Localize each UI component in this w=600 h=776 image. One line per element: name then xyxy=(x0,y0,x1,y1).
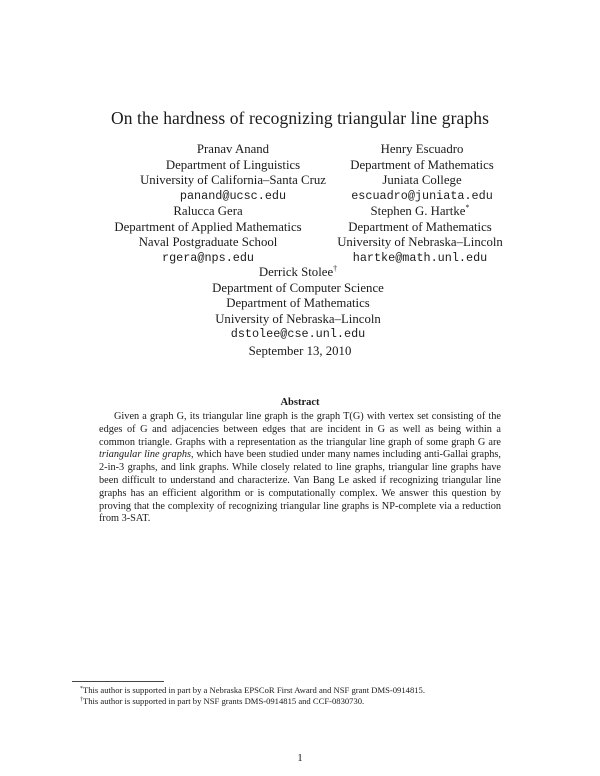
paper-date: September 13, 2010 xyxy=(248,344,352,358)
author-email: hartke@math.unl.edu xyxy=(352,250,488,265)
author-name: Pranav Anand xyxy=(196,142,270,156)
author-affiliation: University of Nebraska–Lincoln xyxy=(337,235,503,250)
footnote-text: This author is supported in part by NSF grants DMS-0914815 and CCF-0830730. xyxy=(83,695,365,706)
author-affiliation: Department of Applied Mathematics xyxy=(114,219,302,234)
author-block-gera xyxy=(98,204,318,266)
author-affiliation: Department of Mathematics xyxy=(348,219,492,234)
abstract-emphasis: triangular line graphs xyxy=(99,449,191,461)
author-name: Henry Escuadro xyxy=(380,142,464,156)
author-affiliation: Department of Computer Science xyxy=(212,280,384,295)
author-name: Ralucca Gera xyxy=(173,204,243,218)
author-name-line xyxy=(178,265,418,281)
author-name: Derrick Stolee xyxy=(258,265,334,279)
abstract-text-part-2: , which have been studied under many names including anti-Gallai graphs, 2-in-3 graphs, and link graphs. While closely related to line graphs, triangular line graphs have been difficult to understand and characterize. Van Bang Le asked if recognizing triangular line graphs has an efficient algorithm or is computationally complex. We answer this question by proving that the complexity of recognizing triangular line graphs is NP-complete via a reduction from 3-SAT. xyxy=(99,449,501,525)
abstract-heading: Abstract xyxy=(280,397,320,408)
author-block-stolee xyxy=(178,265,418,343)
author-name: Stephen G. Hartke xyxy=(370,204,466,218)
footnote-marker: † xyxy=(80,696,83,703)
author-email: rgera@nps.edu xyxy=(161,250,255,265)
footnote-marker: * xyxy=(80,686,83,692)
footnote xyxy=(80,685,540,696)
footnotes xyxy=(80,685,540,707)
author-affiliation: Department of Mathematics xyxy=(226,296,370,311)
author-affiliation: Department of Linguistics xyxy=(165,157,301,172)
footnote-marker: * xyxy=(465,203,470,212)
author-affiliation: University of Nebraska–Lincoln xyxy=(215,311,381,326)
author-email: dstolee@cse.unl.edu xyxy=(230,327,366,342)
author-name-line xyxy=(320,204,520,220)
paper-title: On the hardness of recognizing triangular line graphs xyxy=(110,108,490,128)
author-block-hartke xyxy=(320,204,520,266)
author-affiliation: Naval Postgraduate School xyxy=(138,235,278,250)
abstract-text-part-1: Given a graph G, its triangular line graph is the graph T(G) with vertex set consisting of the edges of G and adjacencies between edges that are incident in G as well as being within a common triangle. Graphs with a representation as the triangular line graph of some graph G are xyxy=(99,411,501,448)
footnote-divider xyxy=(72,681,164,682)
author-block-escuadro xyxy=(312,142,532,204)
author-affiliation: Department of Mathematics xyxy=(350,157,494,172)
author-affiliation: Juniata College xyxy=(382,173,462,188)
author-affiliation: University of California–Santa Cruz xyxy=(140,173,326,188)
abstract-body xyxy=(99,411,501,526)
footnote xyxy=(80,696,540,707)
footnote-marker: † xyxy=(333,264,338,273)
page-number: 1 xyxy=(297,752,303,764)
author-email: panand@ucsc.edu xyxy=(179,188,287,203)
author-email: escuadro@juniata.edu xyxy=(351,188,493,203)
footnote-text: This author is supported in part by a Nebraska EPSCoR First Award and NSF grant DMS-0914815. xyxy=(83,685,425,695)
